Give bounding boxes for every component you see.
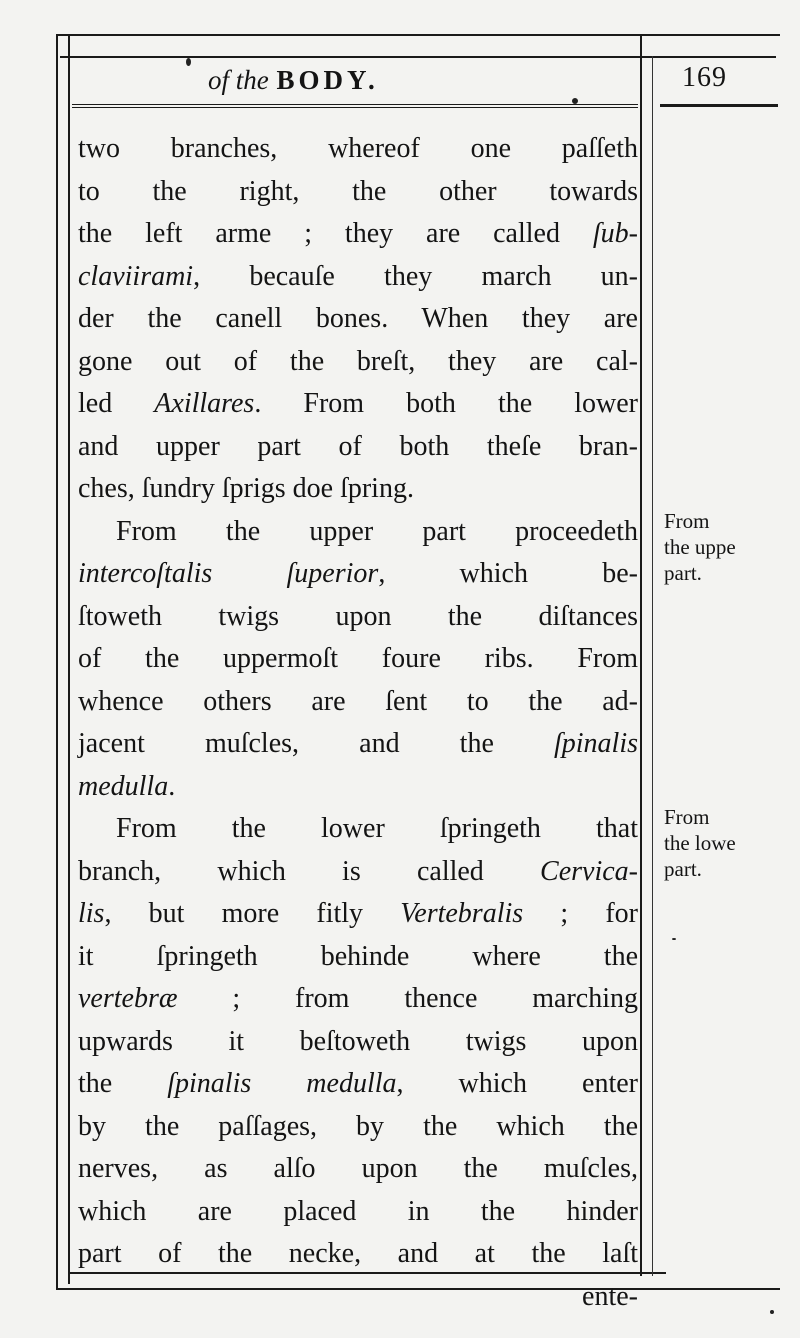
text-line [78,893,638,936]
text-line [78,1148,638,1191]
ink-speck [770,1310,774,1314]
text-line [78,341,638,384]
text-line [78,1191,638,1234]
italic-term: ſpinalis medulla [167,1068,397,1099]
text-run: From the upper part proceedeth [116,515,638,547]
running-head-prefix: of the [208,65,269,95]
text-run: , which be- [378,558,638,589]
margin-column-inner-rule [652,56,653,1276]
margin-header-rule [660,104,778,107]
text-run: ſtoweth twigs upon the diſtances [78,600,638,632]
text-run: , becauſe they march un- [193,260,638,292]
text-run: , which enter [396,1068,638,1099]
margin-column-divider [640,36,642,1276]
text-run: which are placed in the hinder [78,1195,638,1227]
text-run: ; from thence marching [177,983,638,1014]
text-run: ches, ſundry ſprigs doe ſpring. [78,473,414,504]
text-run: ente- [582,1280,638,1312]
italic-term: Cervica- [540,855,638,887]
text-run: two branches, whereof one paſſeth [78,133,638,164]
italic-term: ſpinalis [553,728,638,759]
text-run: upwards it beſtoweth twigs upon [78,1025,638,1057]
text-line [78,638,638,681]
margin-note-line: the uppe [664,535,736,559]
text-run: it ſpringeth behinde where the [78,940,638,972]
text-run: . From both the lower [254,388,638,419]
text-run: ; for [523,898,638,929]
text-run: branch, which is called [78,855,541,887]
italic-term: claviirami [78,260,194,292]
text-line [78,213,638,256]
text-line [78,511,638,554]
text-run: and upper part of both theſe bran- [78,430,638,462]
text-line [78,1276,638,1319]
text-line [78,1233,638,1276]
italic-term: lis [78,898,105,929]
italic-term: medulla [78,770,169,802]
margin-note-line: From [664,509,710,533]
text-line [78,936,638,979]
text-line [78,808,638,851]
header-rule [72,104,638,108]
text-run: From the lower ſpringeth that [116,813,638,844]
text-run: jacent muſcles, and the [78,728,554,759]
text-line [78,468,638,511]
text-line [78,851,638,894]
italic-term: Vertebralis [400,898,524,929]
text-line [78,298,638,341]
page-number: 169 [682,62,727,93]
body-text [78,128,638,1318]
text-run: . [168,770,176,802]
text-line [78,766,638,809]
text-run: of the uppermoſt foure ribs. From [78,643,638,674]
text-line [78,1021,638,1064]
text-line [78,681,638,724]
text-run: gone out of the breſt, they are cal- [78,345,638,377]
text-run: the left arme ; they are called [78,218,593,249]
margin-note-lower-part [664,804,794,882]
margin-note-line: part. [664,857,702,881]
margin-note-line: part. [664,561,702,585]
text-run: whence others are ſent to the ad- [78,685,638,717]
frame-top-rule [60,56,776,58]
italic-term: ſub- [592,218,638,249]
text-line [78,596,638,639]
ink-speck [672,938,676,940]
text-line [78,171,638,214]
italic-term: Axillares [154,388,255,419]
ink-speck [186,58,191,66]
italic-term: intercoſtalis ſuperior [78,558,379,589]
frame-left-rule [68,36,70,1284]
text-run: , but more fitly [104,898,401,929]
running-head [208,62,508,98]
text-line [78,723,638,766]
text-line [78,1063,638,1106]
text-run: by the paſſages, by the which the [78,1110,638,1142]
text-run: led [78,388,155,419]
italic-term: vertebræ [78,983,178,1014]
text-line [78,256,638,299]
margin-note-upper-part [664,508,794,586]
text-run: der the canell bones. When they are [78,303,638,334]
text-run: nerves, as alſo upon the muſcles, [78,1153,638,1184]
text-line [78,426,638,469]
text-line [78,1106,638,1149]
ink-speck [572,98,578,104]
text-run: the [78,1068,168,1099]
text-line [78,978,638,1021]
text-line [78,128,638,171]
margin-note-line: the lowe [664,831,736,855]
text-run: part of the necke, and at the laſt [78,1238,638,1269]
margin-note-line: From [664,805,710,829]
running-head-title: BODY. [276,65,379,95]
text-line [78,383,638,426]
text-line [78,553,638,596]
text-run: to the right, the other towards [78,175,638,207]
